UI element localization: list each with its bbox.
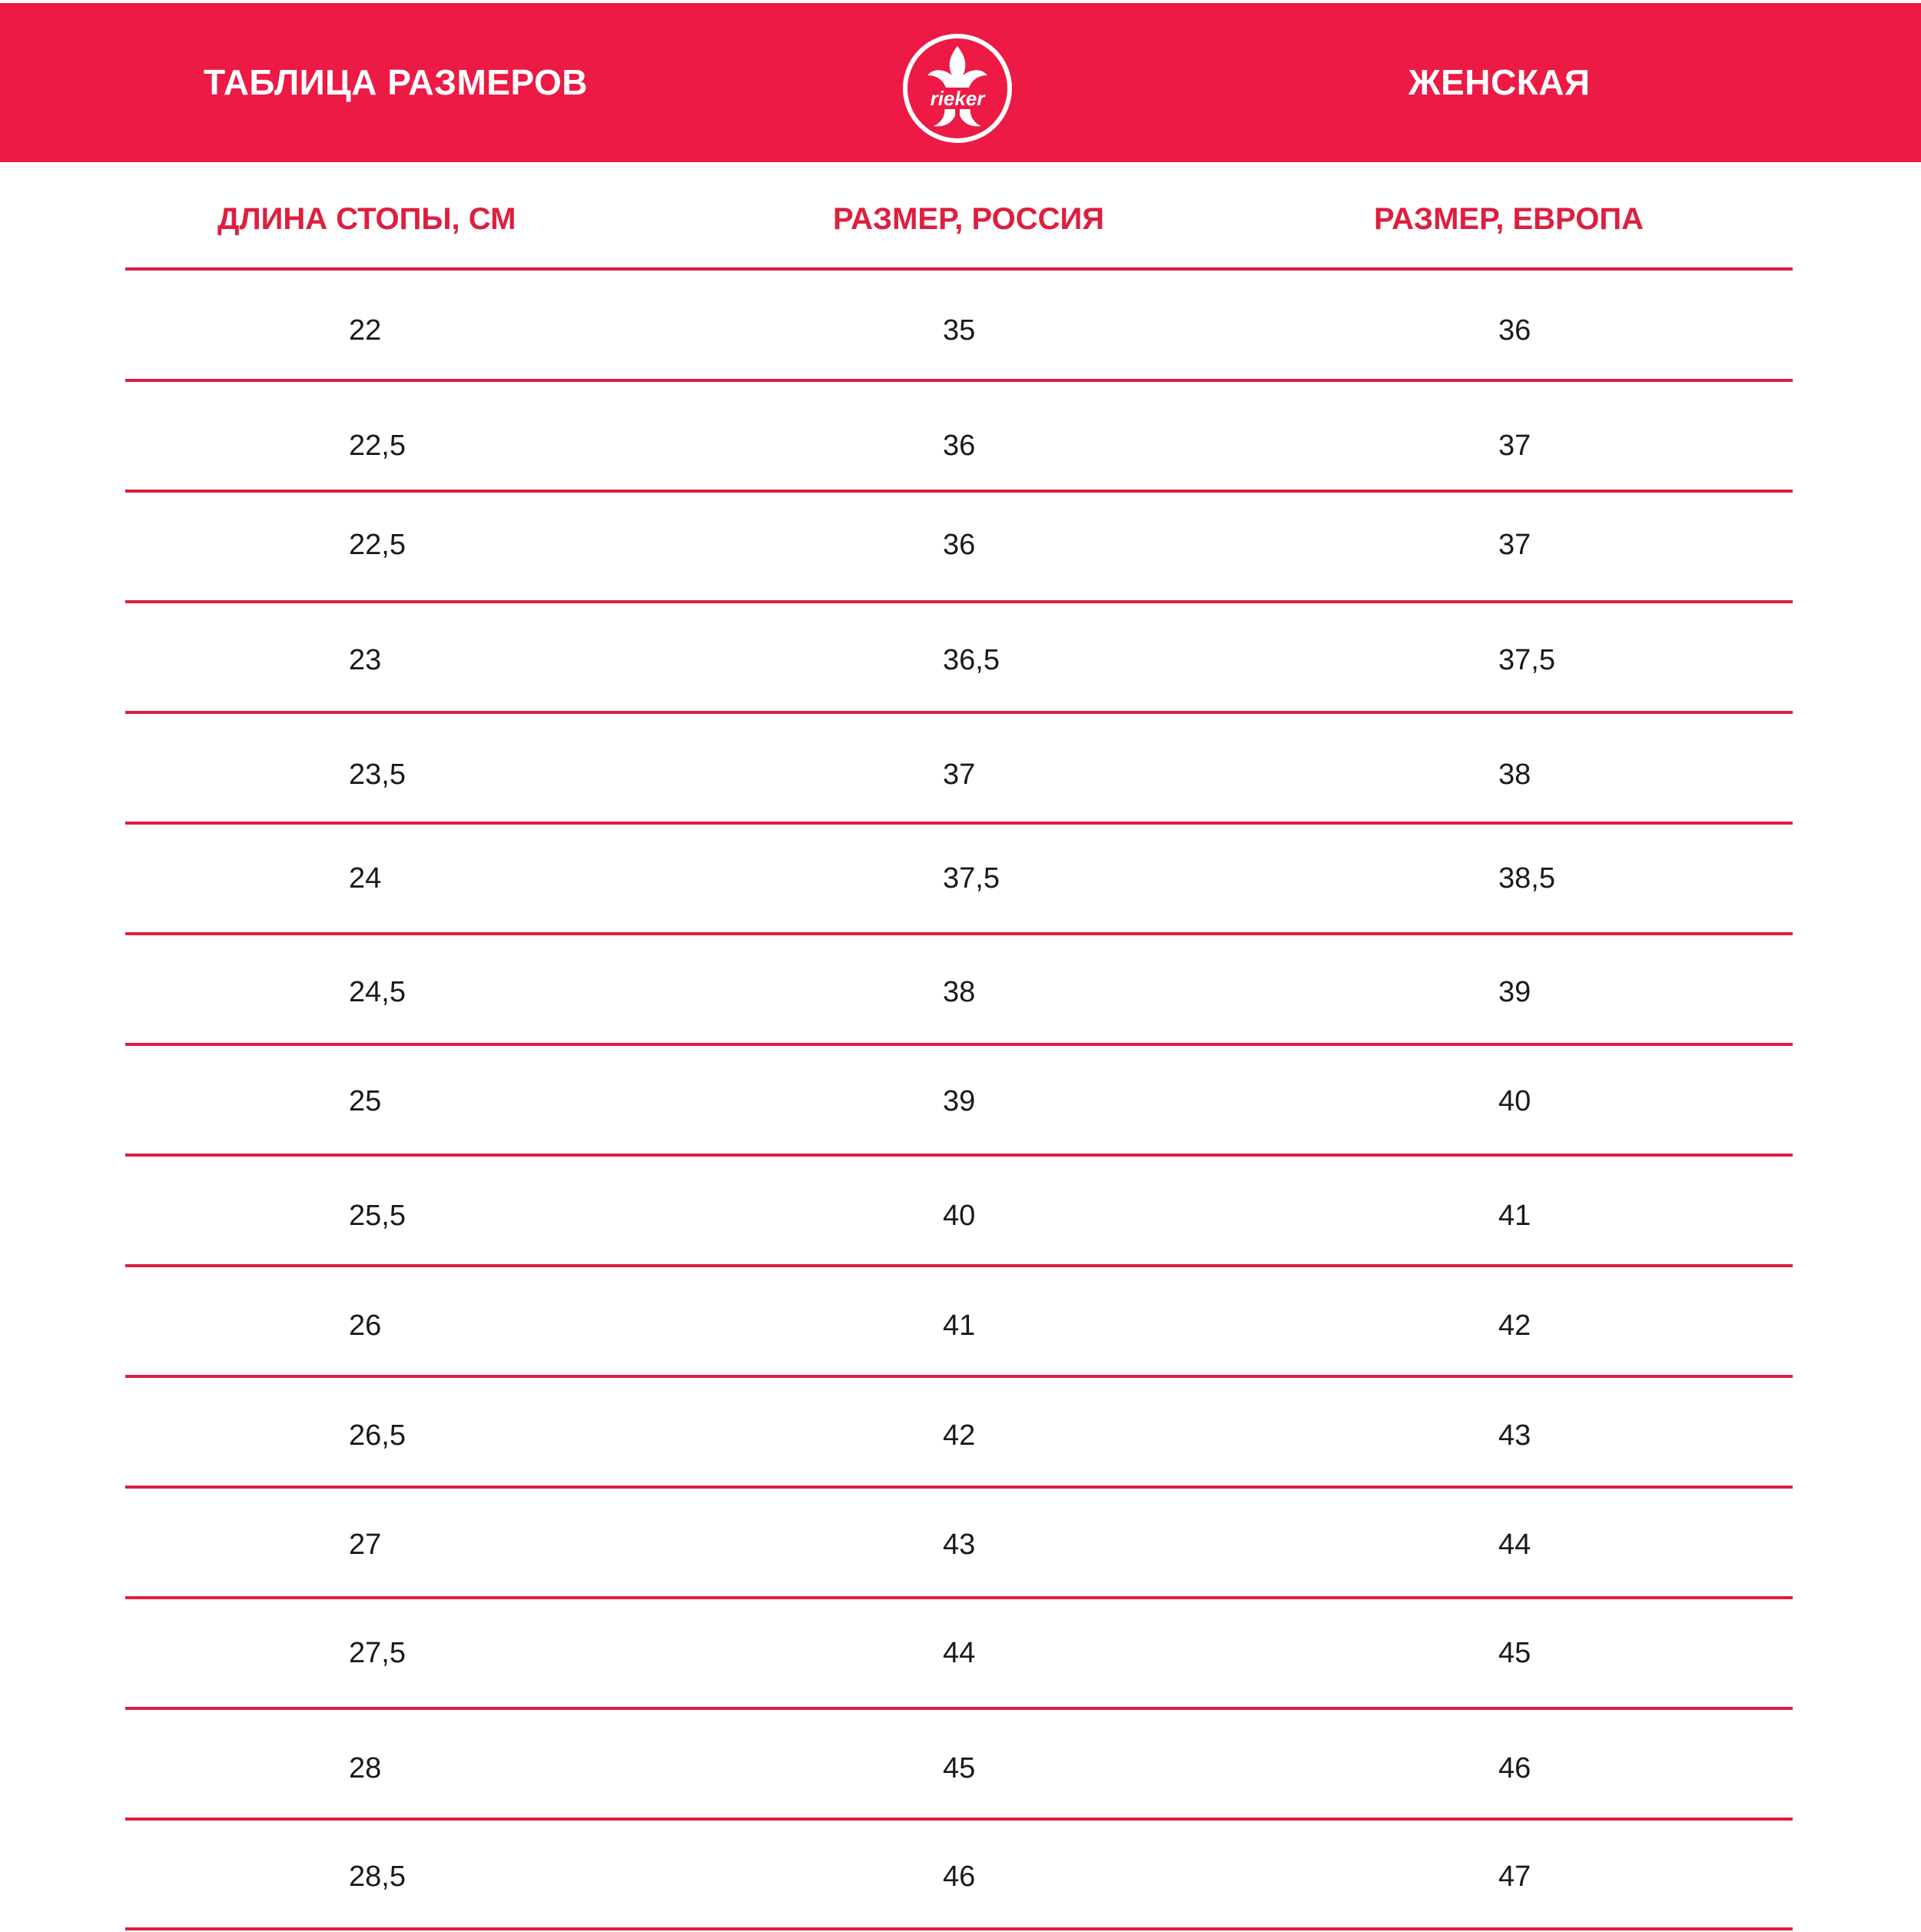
row-divider <box>125 1707 1793 1710</box>
row-divider <box>125 1817 1793 1821</box>
row-divider <box>125 267 1793 271</box>
foot-length-cell: 22 <box>349 314 382 347</box>
foot-length-cell: 25,5 <box>349 1200 406 1232</box>
row-divider <box>125 711 1793 714</box>
foot-length-cell: 23,5 <box>349 759 406 791</box>
foot-length-cell: 24,5 <box>349 976 406 1008</box>
size-russia-cell: 38 <box>943 976 976 1008</box>
row-divider <box>125 1927 1793 1930</box>
size-europe-cell: 38 <box>1498 759 1531 791</box>
size-europe-cell: 43 <box>1498 1419 1531 1452</box>
size-europe-cell: 44 <box>1498 1529 1531 1561</box>
size-russia-cell: 36 <box>943 529 976 561</box>
size-europe-cell: 38,5 <box>1498 862 1555 895</box>
size-russia-cell: 36,5 <box>943 644 1000 676</box>
column-header-foot-length: ДЛИНА СТОПЫ, СМ <box>217 202 516 236</box>
size-europe-cell: 37 <box>1498 430 1531 462</box>
foot-length-cell: 22,5 <box>349 430 406 462</box>
size-europe-cell: 46 <box>1498 1752 1531 1784</box>
foot-length-cell: 24 <box>349 862 382 895</box>
foot-length-cell: 23 <box>349 644 382 676</box>
foot-length-cell: 26 <box>349 1310 382 1342</box>
row-divider <box>125 1264 1793 1267</box>
row-divider <box>125 1375 1793 1378</box>
size-russia-cell: 43 <box>943 1529 976 1561</box>
size-russia-cell: 36 <box>943 430 976 462</box>
foot-length-cell: 25 <box>349 1085 382 1117</box>
logo-text: rieker <box>930 87 985 110</box>
row-divider <box>125 1154 1793 1157</box>
size-europe-cell: 37,5 <box>1498 644 1555 676</box>
foot-length-cell: 27,5 <box>349 1637 406 1669</box>
size-russia-cell: 45 <box>943 1752 976 1784</box>
row-divider <box>125 822 1793 825</box>
size-europe-cell: 42 <box>1498 1310 1531 1342</box>
foot-length-cell: 26,5 <box>349 1419 406 1452</box>
column-header-size-europe: РАЗМЕР, ЕВРОПА <box>1374 202 1644 236</box>
size-russia-cell: 42 <box>943 1419 976 1452</box>
foot-length-cell: 27 <box>349 1529 382 1561</box>
size-russia-cell: 37,5 <box>943 862 1000 895</box>
column-header-size-russia: РАЗМЕР, РОССИЯ <box>833 202 1105 236</box>
size-europe-cell: 39 <box>1498 976 1531 1008</box>
page-title: ТАБЛИЦА РАЗМЕРОВ <box>204 62 589 102</box>
size-russia-cell: 41 <box>943 1310 976 1342</box>
row-divider <box>125 1486 1793 1489</box>
category-label: ЖЕНСКАЯ <box>1408 62 1591 102</box>
size-russia-cell: 40 <box>943 1200 976 1232</box>
size-europe-cell: 36 <box>1498 314 1531 347</box>
size-russia-cell: 46 <box>943 1861 976 1893</box>
size-russia-cell: 44 <box>943 1637 976 1669</box>
size-europe-cell: 41 <box>1498 1200 1531 1232</box>
size-europe-cell: 40 <box>1498 1085 1531 1117</box>
row-divider <box>125 932 1793 935</box>
size-europe-cell: 47 <box>1498 1861 1531 1893</box>
size-russia-cell: 39 <box>943 1085 976 1117</box>
row-divider <box>125 1043 1793 1046</box>
size-europe-cell: 37 <box>1498 529 1531 561</box>
row-divider <box>125 1596 1793 1599</box>
row-divider <box>125 600 1793 603</box>
foot-length-cell: 22,5 <box>349 529 406 561</box>
foot-length-cell: 28 <box>349 1752 382 1784</box>
size-russia-cell: 37 <box>943 759 976 791</box>
foot-length-cell: 28,5 <box>349 1861 406 1893</box>
row-divider <box>125 490 1793 493</box>
row-divider <box>125 379 1793 382</box>
size-europe-cell: 45 <box>1498 1637 1531 1669</box>
size-russia-cell: 35 <box>943 314 976 347</box>
